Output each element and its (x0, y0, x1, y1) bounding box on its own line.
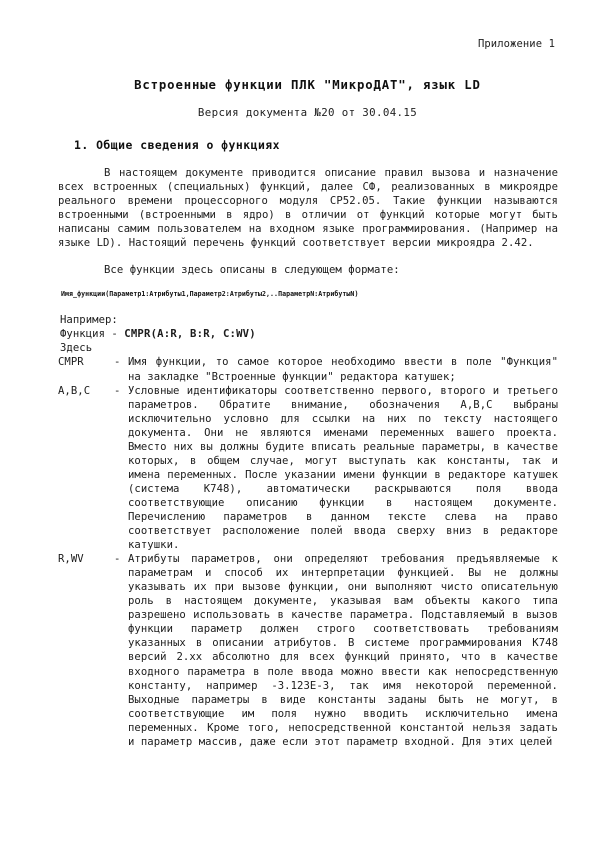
function-signature-template: Имя_функции(Параметр1:Атрибуты1,Параметр2:Атрибуты2,..ПараметрN:АтрибутыN) (61, 290, 359, 299)
example-label: Например: (60, 314, 118, 327)
document-body (58, 138, 558, 749)
document-version: Версия документа №20 от 30.04.15 (197, 106, 418, 119)
example-function-line (60, 327, 558, 341)
example-block (58, 313, 558, 355)
intro-paragraph: В настоящем документе приводится описание правил вызова и назначение всех встроенных (специальных) функций, далее СФ, реализованных в микроядре реального времени процессорного модуля CP52.05. Такие функции называются встроенными (встроенными в ядро) в отличии от функций которые могут быть написаны самим пользователем на входном языке программирования. (Например на языке LD). Настоящий перечень функций соответствует версии микроядра 2.42. (58, 167, 558, 250)
definition-term: A,B,C (58, 384, 91, 397)
example-here-label: Здесь (60, 342, 93, 355)
definition-dash: - (114, 356, 121, 369)
section-heading: 1. Общие сведения о функциях (74, 138, 281, 152)
definition-description: Атрибуты параметров, они определяют требования предъявляемые к параметрам и способ их интерпретации функцией. Вы не должны указывать их при вызове функции, они выполняют чисто описательную роль в настоящем документе, указывая вам объекты какого типа разрешено использовать в качестве параметра. Подставляемый в вызов функции параметр должен строго соответствовать требованиям указанных в описании атрибутов. В системе программирования K748 версий 2.xx абсолютно для всех функций принято, что в качестве входного параметра в поле ввода можно ввести как непосредственную константу, например -3.123E-3, так имя некоторой переменной. Выходные параметры в виде константы заданы быть не могут, в соответствующие им поля нужно вводить исключительно имена переменных. Кроме того, непосредственной константой нельзя задать и параметр массив, даже если этот параметр входной. Для этих целей (128, 553, 558, 748)
appendix-label: Приложение 1 (477, 38, 555, 50)
definition-term: R,WV (58, 553, 84, 566)
definition-dash: - (114, 553, 121, 566)
title-block (58, 78, 557, 119)
definition-term: CMPR (58, 356, 84, 369)
document-title: Встроенные функции ПЛК "МикроДАТ", язык LD (134, 78, 481, 92)
definition-description: Имя функции, то самое которое необходимо ввести в поле "Функция" на закладке "Встроенные функции" редактора катушек; (128, 356, 558, 383)
definition-list (58, 355, 558, 748)
definition-description: Условные идентификаторы соответственно первого, второго и третьего параметров. Обратите внимание, обозначения A,B,C выбраны исключительно условно для ссылки на них по тексту настоящего документа. Они не являются именами переменных вашего проекта. Вместо них вы должны будите вписать реальные параметры, в качестве которых, в общем случае, могут выступать как константы, так и имена переменных. После указании имени функции в редакторе катушек (система K748), автоматически раскрываются поля ввода соответствующие описанию функции в настоящем документе. Перечислению параметров в данном тексте слева на право соответствует расположение полей ввода сверху вниз в редакторе катушки. (128, 384, 558, 552)
definition-dash: - (114, 384, 121, 397)
format-paragraph: Все функции здесь описаны в следующем формате: (104, 264, 400, 277)
definition-item-abc (58, 384, 558, 553)
example-function-call: CMPR(A:R, B:R, C:WV) (124, 328, 256, 341)
definition-item-cmpr (58, 355, 558, 383)
definition-item-rwv (58, 552, 558, 749)
example-function-prefix: Функция - (60, 328, 125, 341)
page-header (60, 38, 555, 50)
